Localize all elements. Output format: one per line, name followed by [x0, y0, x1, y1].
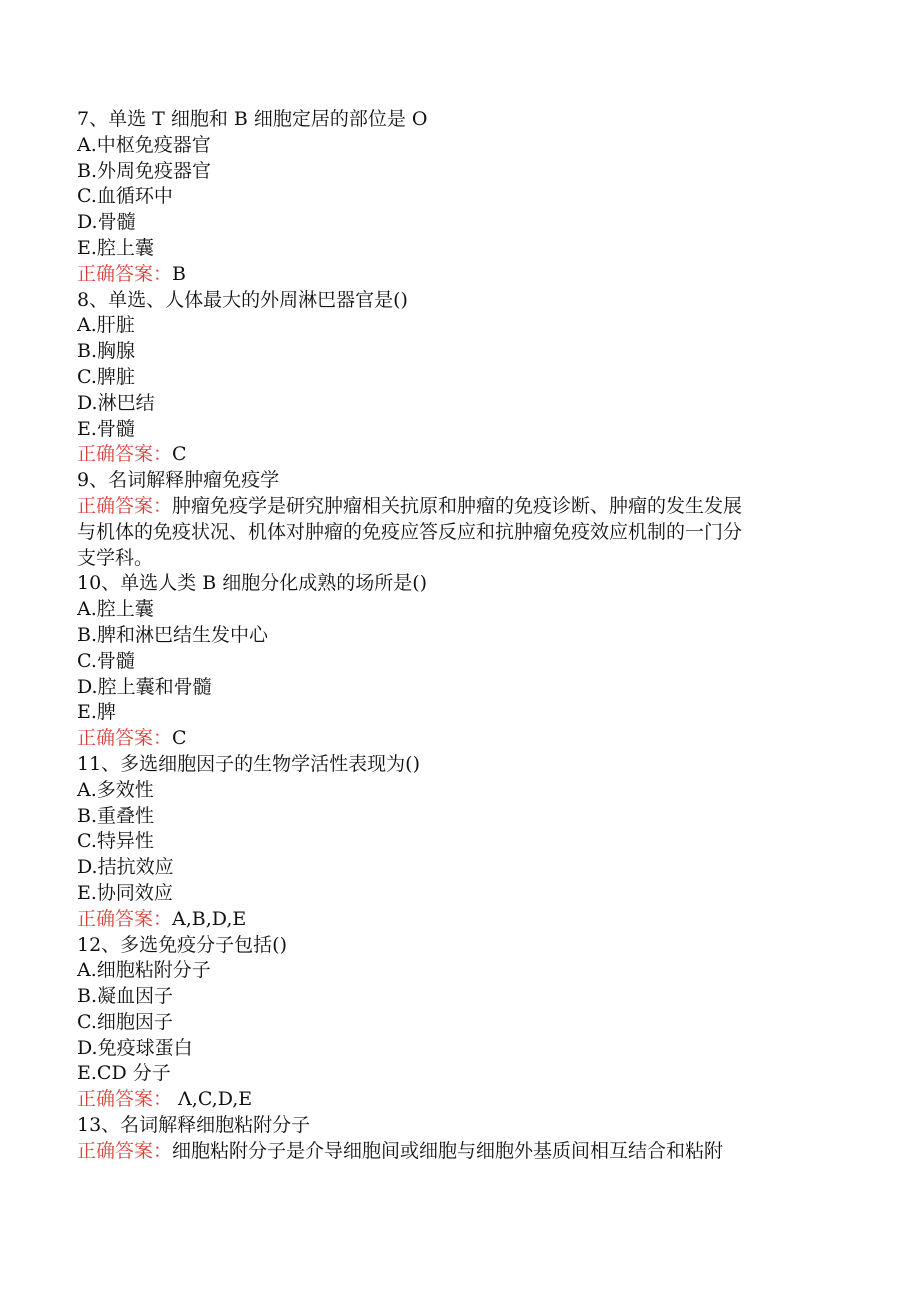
option-e: E.骨髓 [77, 417, 135, 440]
answer-label: 正确答案： [77, 907, 173, 930]
question-text: 13、名词解释细胞粘附分子 [77, 1114, 311, 1137]
option-d: D.免疫球蛋白 [77, 1036, 193, 1059]
answer-line [77, 907, 847, 933]
question-text: 12、多选免疫分子包括() [77, 933, 288, 956]
option-a: A.细胞粘附分子 [77, 959, 211, 982]
option-b: B.重叠性 [77, 804, 155, 827]
option-c: C.细胞因子 [77, 1010, 173, 1033]
answer-continuation: 与机体的免疫状况、机体对肿瘤的免疫应答反应和抗肿瘤免疫效应机制的一门分 [77, 520, 743, 543]
answer-line [77, 262, 847, 288]
question-block [77, 571, 847, 752]
option-c: C.骨髓 [77, 649, 135, 672]
option-a: A.多效性 [77, 778, 154, 801]
option-d: D.拮抗效应 [77, 856, 174, 879]
answer-label: 正确答案： [77, 1088, 173, 1111]
option-b: B.脾和淋巴结生发中心 [77, 623, 269, 646]
option-d: D.骨髓 [77, 211, 136, 234]
answer-value: 细胞粘附分子是介导细胞间或细胞与细胞外基质间相互结合和粘附 [172, 1139, 724, 1162]
question-text: 8、单选、人体最大的外周淋巴器官是() [77, 288, 408, 311]
answer-continuation: 支学科。 [77, 546, 154, 569]
option-b: B.凝血因子 [77, 985, 174, 1008]
question-text: 9、名词解释肿瘤免疫学 [77, 469, 280, 492]
question-text: 10、单选人类 B 细胞分化成熟的场所是() [77, 572, 428, 595]
answer-value: Λ,C,D,E [172, 1088, 253, 1111]
answer-label: 正确答案： [77, 494, 173, 517]
question-block [77, 752, 847, 933]
question-block [77, 107, 847, 288]
option-b: B.胸腺 [77, 340, 136, 363]
answer-label: 正确答案： [77, 1139, 173, 1162]
option-a: A.腔上囊 [77, 598, 154, 621]
option-e: E.协同效应 [77, 881, 173, 904]
answer-value: C [172, 727, 187, 750]
option-a: A.中枢免疫器官 [77, 133, 211, 156]
answer-line [77, 726, 847, 752]
answer-line [77, 442, 847, 468]
option-c: C.脾脏 [77, 365, 135, 388]
question-text: 7、单选 T 细胞和 B 细胞定居的部位是 O [77, 108, 428, 130]
option-e: E.CD 分子 [77, 1062, 171, 1085]
option-c: C.血循环中 [77, 185, 173, 208]
answer-line [77, 1139, 847, 1165]
answer-line [77, 1087, 847, 1113]
answer-line [77, 494, 847, 520]
option-a: A.肝脏 [77, 314, 135, 337]
answer-value: A,B,D,E [172, 907, 247, 930]
question-block [77, 1113, 847, 1165]
option-e: E.脾 [77, 701, 116, 724]
question-block [77, 288, 847, 469]
option-b: B.外周免疫器官 [77, 159, 212, 182]
option-e: E.腔上囊 [77, 236, 154, 259]
document-page [77, 107, 847, 1165]
option-d: D.淋巴结 [77, 391, 155, 414]
answer-value: B [172, 262, 186, 285]
question-text: 11、多选细胞因子的生物学活性表现为() [77, 752, 421, 775]
answer-value: 肿瘤免疫学是研究肿瘤相关抗原和肿瘤的免疫诊断、肿瘤的发生发展 [172, 494, 743, 517]
option-c: C.特异性 [77, 830, 154, 853]
option-d: D.腔上囊和骨髓 [77, 675, 212, 698]
question-block [77, 468, 847, 571]
answer-label: 正确答案： [77, 727, 173, 750]
answer-label: 正确答案： [77, 262, 173, 285]
answer-label: 正确答案： [77, 443, 173, 466]
answer-value: C [172, 443, 187, 466]
question-block [77, 933, 847, 1114]
